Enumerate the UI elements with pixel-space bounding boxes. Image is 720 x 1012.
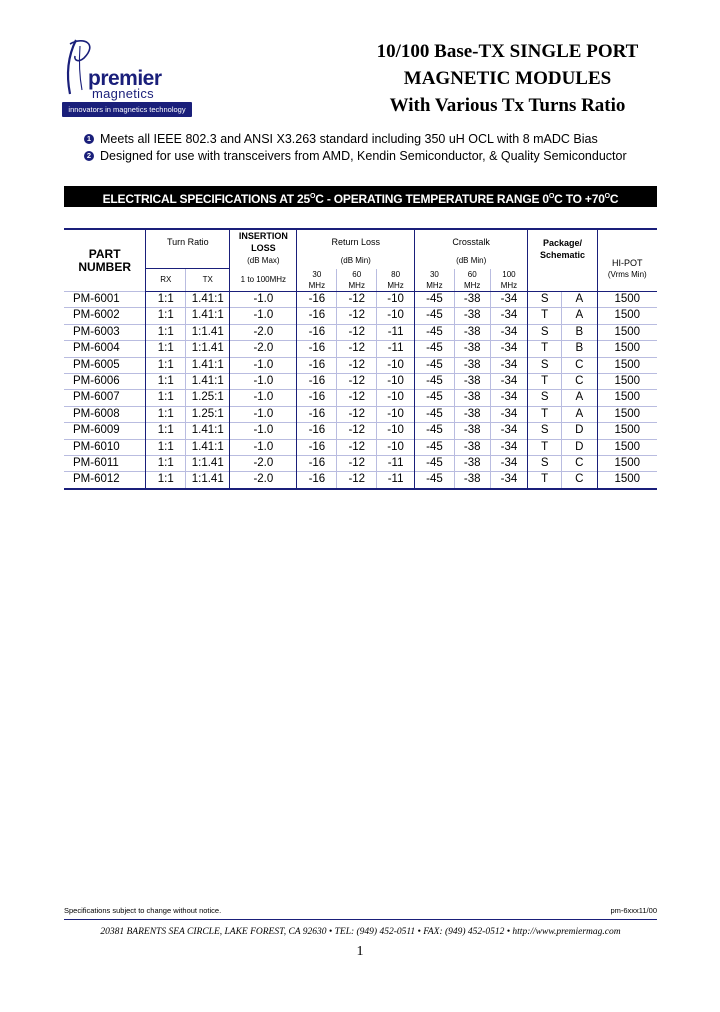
cell-tx: 1:1.41 <box>186 324 230 340</box>
cell-crosstalk-60: -38 <box>454 472 490 489</box>
logo-brand-sub: magnetics <box>92 86 154 101</box>
cell-schematic: C <box>561 357 597 373</box>
cell-crosstalk-100: -34 <box>490 390 528 406</box>
header-ct-30 <box>415 269 455 292</box>
cell-return-loss-80: -10 <box>377 357 415 373</box>
spec-heading-prefix: ELECTRICAL SPECIFICATIONS AT 25 <box>102 192 310 206</box>
freq-unit: MHz <box>348 280 365 290</box>
cell-schematic: A <box>561 406 597 422</box>
cell-hipot: 1500 <box>597 439 657 455</box>
cell-tx: 1:1.41 <box>186 472 230 489</box>
table-row <box>64 456 657 472</box>
cell-insertion-loss: -1.0 <box>230 374 297 390</box>
cell-crosstalk-100: -34 <box>490 456 528 472</box>
cell-return-loss-60: -12 <box>337 472 377 489</box>
cell-part: PM-6006 <box>64 374 146 390</box>
cell-hipot: 1500 <box>597 324 657 340</box>
header-crosstalk: Crosstalk <box>415 229 528 254</box>
cell-return-loss-80: -11 <box>377 324 415 340</box>
company-logo <box>62 36 202 120</box>
cell-hipot: 1500 <box>597 423 657 439</box>
cell-return-loss-30: -16 <box>297 374 337 390</box>
cell-hipot: 1500 <box>597 374 657 390</box>
cell-package: T <box>528 374 562 390</box>
cell-tx: 1:1.41 <box>186 456 230 472</box>
header-hipot <box>597 229 657 269</box>
cell-return-loss-60: -12 <box>337 341 377 357</box>
cell-crosstalk-60: -38 <box>454 456 490 472</box>
cell-rx: 1:1 <box>146 423 186 439</box>
cell-return-loss-80: -10 <box>377 390 415 406</box>
header-insertion-range: 1 to 100MHz <box>230 269 297 292</box>
cell-part: PM-6011 <box>64 456 146 472</box>
footer-disclaimer: Specifications subject to change without notice. <box>64 906 222 915</box>
header-rl-30 <box>297 269 337 292</box>
cell-crosstalk-60: -38 <box>454 324 490 340</box>
cell-crosstalk-60: -38 <box>454 406 490 422</box>
footer-divider <box>64 919 657 920</box>
cell-schematic: C <box>561 374 597 390</box>
header-turn-ratio-spacer <box>146 254 230 269</box>
cell-schematic: A <box>561 308 597 324</box>
header-package-schematic: Package/ Schematic <box>528 229 597 269</box>
cell-insertion-loss: -1.0 <box>230 423 297 439</box>
cell-return-loss-80: -10 <box>377 439 415 455</box>
table-row <box>64 357 657 373</box>
cell-return-loss-60: -12 <box>337 357 377 373</box>
cell-part: PM-6010 <box>64 439 146 455</box>
cell-crosstalk-100: -34 <box>490 472 528 489</box>
spec-table <box>64 228 657 490</box>
cell-return-loss-60: -12 <box>337 292 377 308</box>
cell-rx: 1:1 <box>146 456 186 472</box>
cell-part: PM-6009 <box>64 423 146 439</box>
cell-crosstalk-100: -34 <box>490 324 528 340</box>
cell-return-loss-80: -10 <box>377 374 415 390</box>
cell-return-loss-30: -16 <box>297 472 337 489</box>
cell-return-loss-30: -16 <box>297 341 337 357</box>
freq-unit: MHz <box>387 280 404 290</box>
freq-value: 80 <box>391 269 401 279</box>
title-line-1: 10/100 Base-TX SINGLE PORT <box>376 41 639 62</box>
cell-part: PM-6008 <box>64 406 146 422</box>
spec-table-body <box>64 292 657 489</box>
cell-part: PM-6005 <box>64 357 146 373</box>
cell-insertion-loss: -1.0 <box>230 357 297 373</box>
cell-hipot: 1500 <box>597 292 657 308</box>
number-bullet-icon: 1 <box>84 134 94 144</box>
cell-crosstalk-30: -45 <box>415 456 455 472</box>
cell-return-loss-80: -11 <box>377 341 415 357</box>
cell-rx: 1:1 <box>146 341 186 357</box>
cell-return-loss-60: -12 <box>337 324 377 340</box>
cell-insertion-loss: -2.0 <box>230 456 297 472</box>
cell-return-loss-30: -16 <box>297 308 337 324</box>
cell-rx: 1:1 <box>146 439 186 455</box>
cell-crosstalk-30: -45 <box>415 439 455 455</box>
header-crosstalk-unit: (dB Min) <box>415 254 528 269</box>
cell-crosstalk-60: -38 <box>454 308 490 324</box>
cell-return-loss-30: -16 <box>297 324 337 340</box>
freq-value: 30 <box>429 269 439 279</box>
cell-crosstalk-30: -45 <box>415 357 455 373</box>
cell-schematic: C <box>561 456 597 472</box>
footer-doc-code: pm-6xxx11/00 <box>610 906 657 915</box>
spec-heading-suffix: C <box>609 192 619 206</box>
cell-package: S <box>528 324 562 340</box>
cell-crosstalk-100: -34 <box>490 423 528 439</box>
cell-hipot: 1500 <box>597 406 657 422</box>
cell-return-loss-30: -16 <box>297 423 337 439</box>
header-rx: RX <box>146 269 186 292</box>
table-row <box>64 308 657 324</box>
cell-return-loss-30: -16 <box>297 357 337 373</box>
table-row <box>64 472 657 489</box>
cell-tx: 1.41:1 <box>186 439 230 455</box>
freq-unit: MHz <box>426 280 443 290</box>
cell-package: S <box>528 423 562 439</box>
number-bullet-icon: 2 <box>84 151 94 161</box>
cell-crosstalk-100: -34 <box>490 406 528 422</box>
cell-return-loss-80: -10 <box>377 423 415 439</box>
spec-heading-bar <box>64 186 657 207</box>
header-hipot-label: HI-POT <box>612 257 643 268</box>
table-row <box>64 406 657 422</box>
cell-crosstalk-100: -34 <box>490 341 528 357</box>
cell-crosstalk-60: -38 <box>454 357 490 373</box>
cell-return-loss-80: -11 <box>377 456 415 472</box>
header-rl-80 <box>377 269 415 292</box>
cell-crosstalk-60: -38 <box>454 374 490 390</box>
cell-hipot: 1500 <box>597 456 657 472</box>
cell-crosstalk-30: -45 <box>415 374 455 390</box>
cell-return-loss-60: -12 <box>337 308 377 324</box>
cell-package: T <box>528 472 562 489</box>
note-item <box>84 148 627 165</box>
page-number: 1 <box>356 944 364 959</box>
cell-package: T <box>528 341 562 357</box>
logo-tagline: innovators in magnetics technology <box>62 102 192 117</box>
cell-package: T <box>528 439 562 455</box>
cell-crosstalk-100: -34 <box>490 308 528 324</box>
header-return-unit: (dB Min) <box>297 254 415 269</box>
cell-crosstalk-60: -38 <box>454 292 490 308</box>
cell-crosstalk-100: -34 <box>490 357 528 373</box>
header-return-loss: Return Loss <box>297 229 415 254</box>
cell-hipot: 1500 <box>597 357 657 373</box>
cell-return-loss-30: -16 <box>297 439 337 455</box>
cell-return-loss-80: -10 <box>377 292 415 308</box>
cell-schematic: B <box>561 324 597 340</box>
title-line-3: With Various Tx Turns Ratio <box>389 95 626 116</box>
cell-crosstalk-30: -45 <box>415 324 455 340</box>
spec-heading-mid2: C TO +70 <box>554 192 605 206</box>
table-row <box>64 374 657 390</box>
degree-sign: O <box>548 193 555 200</box>
cell-schematic: A <box>561 292 597 308</box>
cell-hipot: 1500 <box>597 341 657 357</box>
cell-return-loss-30: -16 <box>297 406 337 422</box>
document-title <box>340 38 675 119</box>
note-text: Designed for use with transceivers from AMD, Kendin Semiconductor, & Quality Semiconductor <box>100 149 627 163</box>
header-hipot-unit: (Vrms Min) <box>597 269 657 292</box>
cell-package: T <box>528 308 562 324</box>
table-row <box>64 390 657 406</box>
freq-value: 100 <box>502 269 516 279</box>
cell-return-loss-60: -12 <box>337 439 377 455</box>
table-row <box>64 423 657 439</box>
cell-package: S <box>528 456 562 472</box>
header-rl-60 <box>337 269 377 292</box>
cell-part: PM-6007 <box>64 390 146 406</box>
cell-crosstalk-100: -34 <box>490 439 528 455</box>
cell-hipot: 1500 <box>597 390 657 406</box>
cell-rx: 1:1 <box>146 390 186 406</box>
cell-return-loss-80: -10 <box>377 308 415 324</box>
cell-rx: 1:1 <box>146 324 186 340</box>
cell-rx: 1:1 <box>146 406 186 422</box>
header-turn-ratio: Turn Ratio <box>146 229 230 254</box>
logo-brand: premier <box>88 67 162 90</box>
cell-package: T <box>528 406 562 422</box>
cell-crosstalk-30: -45 <box>415 406 455 422</box>
cell-rx: 1:1 <box>146 308 186 324</box>
cell-insertion-loss: -2.0 <box>230 472 297 489</box>
cell-crosstalk-30: -45 <box>415 308 455 324</box>
freq-unit: MHz <box>500 280 518 290</box>
cell-return-loss-60: -12 <box>337 406 377 422</box>
freq-value: 60 <box>467 269 477 279</box>
header-tx: TX <box>186 269 230 292</box>
cell-hipot: 1500 <box>597 472 657 489</box>
table-row <box>64 341 657 357</box>
cell-part: PM-6002 <box>64 308 146 324</box>
cell-crosstalk-30: -45 <box>415 292 455 308</box>
cell-hipot: 1500 <box>597 308 657 324</box>
cell-crosstalk-60: -38 <box>454 341 490 357</box>
header-package-spacer <box>528 269 597 292</box>
cell-insertion-loss: -2.0 <box>230 324 297 340</box>
header-ct-100 <box>490 269 528 292</box>
spec-heading-mid: C - OPERATING TEMPERATURE RANGE 0 <box>315 192 549 206</box>
freq-value: 30 <box>312 269 322 279</box>
freq-value: 60 <box>352 269 362 279</box>
cell-crosstalk-60: -38 <box>454 439 490 455</box>
cell-crosstalk-60: -38 <box>454 423 490 439</box>
cell-insertion-loss: -1.0 <box>230 406 297 422</box>
cell-rx: 1:1 <box>146 292 186 308</box>
cell-return-loss-60: -12 <box>337 390 377 406</box>
cell-crosstalk-30: -45 <box>415 423 455 439</box>
degree-sign: O <box>309 193 316 200</box>
cell-part: PM-6012 <box>64 472 146 489</box>
table-row <box>64 439 657 455</box>
cell-insertion-loss: -1.0 <box>230 308 297 324</box>
freq-unit: MHz <box>308 280 326 290</box>
note-item <box>84 131 627 148</box>
cell-schematic: B <box>561 341 597 357</box>
header-part-number: PART NUMBER <box>78 246 131 274</box>
cell-return-loss-80: -10 <box>377 406 415 422</box>
cell-schematic: D <box>561 439 597 455</box>
cell-rx: 1:1 <box>146 357 186 373</box>
cell-part: PM-6004 <box>64 341 146 357</box>
header-ct-60 <box>454 269 490 292</box>
cell-crosstalk-30: -45 <box>415 390 455 406</box>
cell-tx: 1.25:1 <box>186 390 230 406</box>
cell-tx: 1.41:1 <box>186 308 230 324</box>
freq-unit: MHz <box>463 280 481 290</box>
note-text: Meets all IEEE 802.3 and ANSI X3.263 standard including 350 uH OCL with 8 mADC Bias <box>100 132 598 146</box>
table-row <box>64 324 657 340</box>
footer-address: 20381 BARENTS SEA CIRCLE, LAKE FOREST, CA 92630 • TEL: (949) 452-0511 • FAX: (949) 452-0512 • http://www.premiermag.com <box>100 927 621 937</box>
cell-tx: 1.41:1 <box>186 374 230 390</box>
cell-insertion-loss: -2.0 <box>230 341 297 357</box>
cell-schematic: A <box>561 390 597 406</box>
table-row <box>64 292 657 308</box>
cell-package: S <box>528 292 562 308</box>
feature-notes <box>84 131 627 165</box>
degree-sign: O <box>604 193 610 200</box>
cell-insertion-loss: -1.0 <box>230 390 297 406</box>
cell-return-loss-60: -12 <box>337 456 377 472</box>
cell-crosstalk-60: -38 <box>454 390 490 406</box>
cell-insertion-loss: -1.0 <box>230 292 297 308</box>
cell-crosstalk-100: -34 <box>490 374 528 390</box>
cell-package: S <box>528 357 562 373</box>
cell-insertion-loss: -1.0 <box>230 439 297 455</box>
cell-schematic: C <box>561 472 597 489</box>
cell-return-loss-80: -11 <box>377 472 415 489</box>
cell-crosstalk-100: -34 <box>490 292 528 308</box>
cell-part: PM-6003 <box>64 324 146 340</box>
header-insertion-unit: (dB Max) <box>230 254 297 269</box>
cell-tx: 1.41:1 <box>186 357 230 373</box>
cell-tx: 1.41:1 <box>186 292 230 308</box>
cell-package: S <box>528 390 562 406</box>
cell-return-loss-30: -16 <box>297 456 337 472</box>
cell-return-loss-60: -12 <box>337 374 377 390</box>
cell-tx: 1.25:1 <box>186 406 230 422</box>
cell-tx: 1.41:1 <box>186 423 230 439</box>
cell-schematic: D <box>561 423 597 439</box>
header-insertion-loss: INSERTION LOSS <box>230 229 297 254</box>
cell-crosstalk-30: -45 <box>415 341 455 357</box>
cell-rx: 1:1 <box>146 472 186 489</box>
cell-return-loss-30: -16 <box>297 292 337 308</box>
cell-tx: 1:1.41 <box>186 341 230 357</box>
cell-rx: 1:1 <box>146 374 186 390</box>
cell-part: PM-6001 <box>64 292 146 308</box>
cell-crosstalk-30: -45 <box>415 472 455 489</box>
cell-return-loss-30: -16 <box>297 390 337 406</box>
cell-return-loss-60: -12 <box>337 423 377 439</box>
title-line-2: MAGNETIC MODULES <box>403 68 612 89</box>
